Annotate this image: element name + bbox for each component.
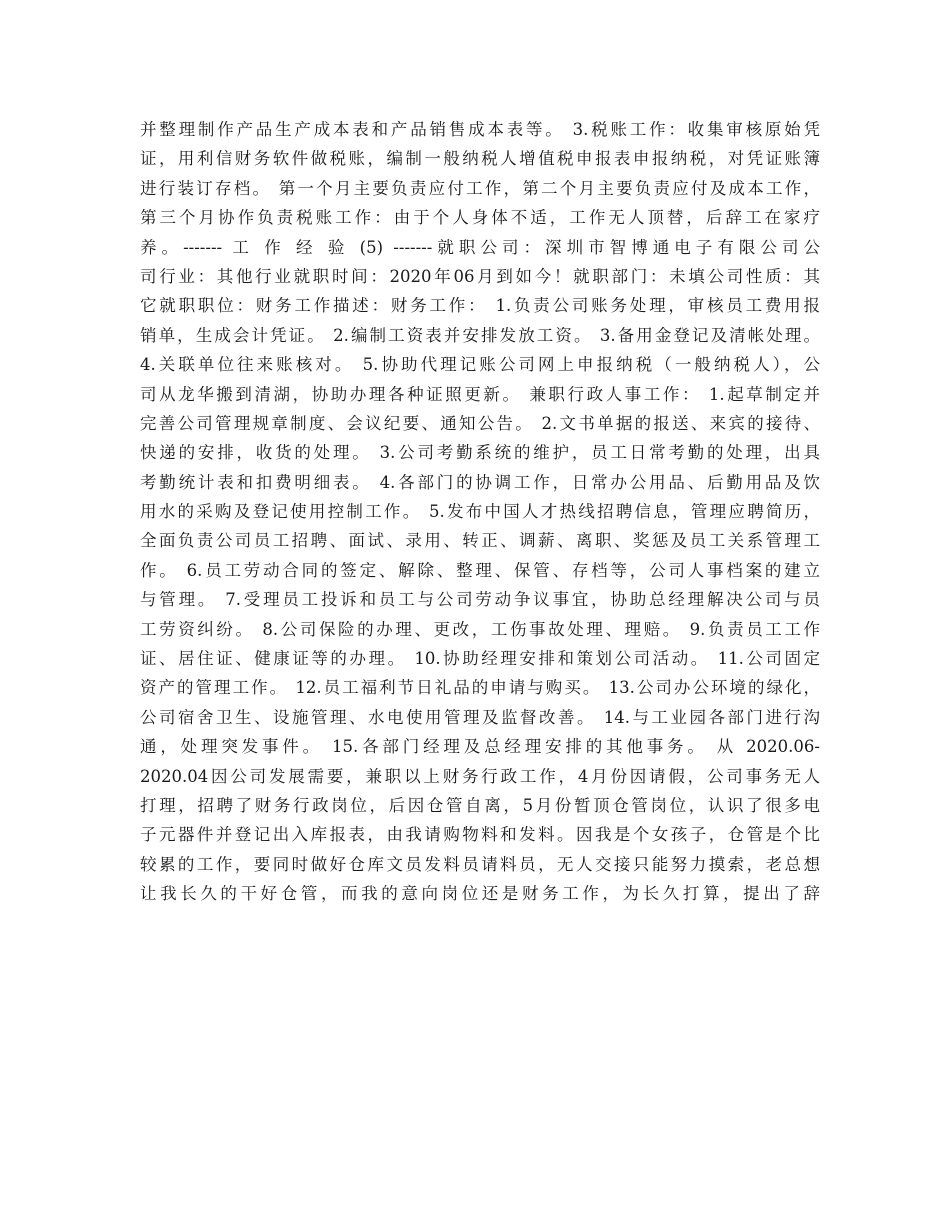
text-line: 养。------- 工 作 经 验 (5) -------就职公司：深圳市智博通电子有限公司公 <box>140 237 820 257</box>
text-line: 2020.04因公司发展需要，兼职以上财务行政工作，4月份因请假，公司事务无人 <box>140 766 820 786</box>
text-line: 完善公司管理规章制度、会议纪要、通知公告。 2.文书单据的报送、来宾的接待、 <box>140 413 820 433</box>
text-line: 司行业：其他行业就职时间：2020年06月到如今！就职部门：未填公司性质：其 <box>140 266 820 286</box>
text-line: 进行装订存档。 第一个月主要负责应付工作，第二个月主要负责应付及成本工作， <box>140 178 820 198</box>
text-line: 全面负责公司员工招聘、面试、录用、转正、调薪、离职、奖惩及员工关系管理工 <box>140 531 820 551</box>
text-line: 让我长久的干好仓管，而我的意向岗位还是财务工作，为长久打算，提出了辞 <box>140 884 820 904</box>
text-line: 用水的采购及登记使用控制工作。 5.发布中国人才热线招聘信息，管理应聘简历， <box>140 502 820 522</box>
text-line: 第三个月协作负责税账工作：由于个人身体不适，工作无人顶替，后辞工在家疗 <box>140 208 820 228</box>
text-line: 较累的工作，要同时做好仓库文员发料员请料员，无人交接只能努力摸索，老总想 <box>140 854 820 874</box>
text-line: 快递的安排，收货的处理。 3.公司考勤系统的维护，员工日常考勤的处理，出具 <box>140 443 820 463</box>
text-line: 与管理。 7.受理员工投诉和员工与公司劳动争议事宜，协助总经理解决公司与员 <box>140 590 820 610</box>
text-line: 通，处理突发事件。 15.各部门经理及总经理安排的其他事务。 从 2020.06- <box>140 737 820 757</box>
text-line: 并整理制作产品生产成本表和产品销售成本表等。 3.税账工作：收集审核原始凭 <box>140 120 820 139</box>
text-line: 作。 6.员工劳动合同的签定、解除、整理、保管、存档等，公司人事档案的建立 <box>140 560 820 580</box>
text-line: 资产的管理工作。 12.员工福利节日礼品的申请与购买。 13.公司办公环境的绿化， <box>140 678 820 698</box>
text-line: 销单，生成会计凭证。 2.编制工资表并安排发放工资。 3.备用金登记及清帐处理。 <box>140 325 820 345</box>
text-line: 4.关联单位往来账核对。 5.协助代理记账公司网上申报纳税（一般纳税人），公 <box>140 355 820 375</box>
text-line: 证、居住证、健康证等的办理。 10.协助经理安排和策划公司活动。 11.公司固定 <box>140 649 820 669</box>
text-line: 证，用利信财务软件做税账，编制一般纳税人增值税申报表申报纳税，对凭证账簿 <box>140 149 820 169</box>
text-line: 工劳资纠纷。 8.公司保险的办理、更改，工伤事故处理、理赔。 9.负责员工工作 <box>140 619 820 639</box>
text-line: 子元器件并登记出入库报表，由我请购物料和发料。因我是个女孩子，仓管是个比 <box>140 825 820 845</box>
body-text <box>140 115 820 909</box>
text-line: 它就职职位：财务工作描述：财务工作： 1.负责公司账务处理，审核员工费用报 <box>140 296 820 316</box>
text-line: 考勤统计表和扣费明细表。 4.各部门的协调工作，日常办公用品、后勤用品及饮 <box>140 472 820 492</box>
text-line: 公司宿舍卫生、设施管理、水电使用管理及监督改善。 14.与工业园各部门进行沟 <box>140 707 820 727</box>
text-line: 司从龙华搬到清湖，协助办理各种证照更新。 兼职行政人事工作： 1.起草制定并 <box>140 384 820 404</box>
text-line: 打理，招聘了财务行政岗位，后因仓管自离，5月份暂顶仓管岗位，认识了很多电 <box>140 795 820 815</box>
